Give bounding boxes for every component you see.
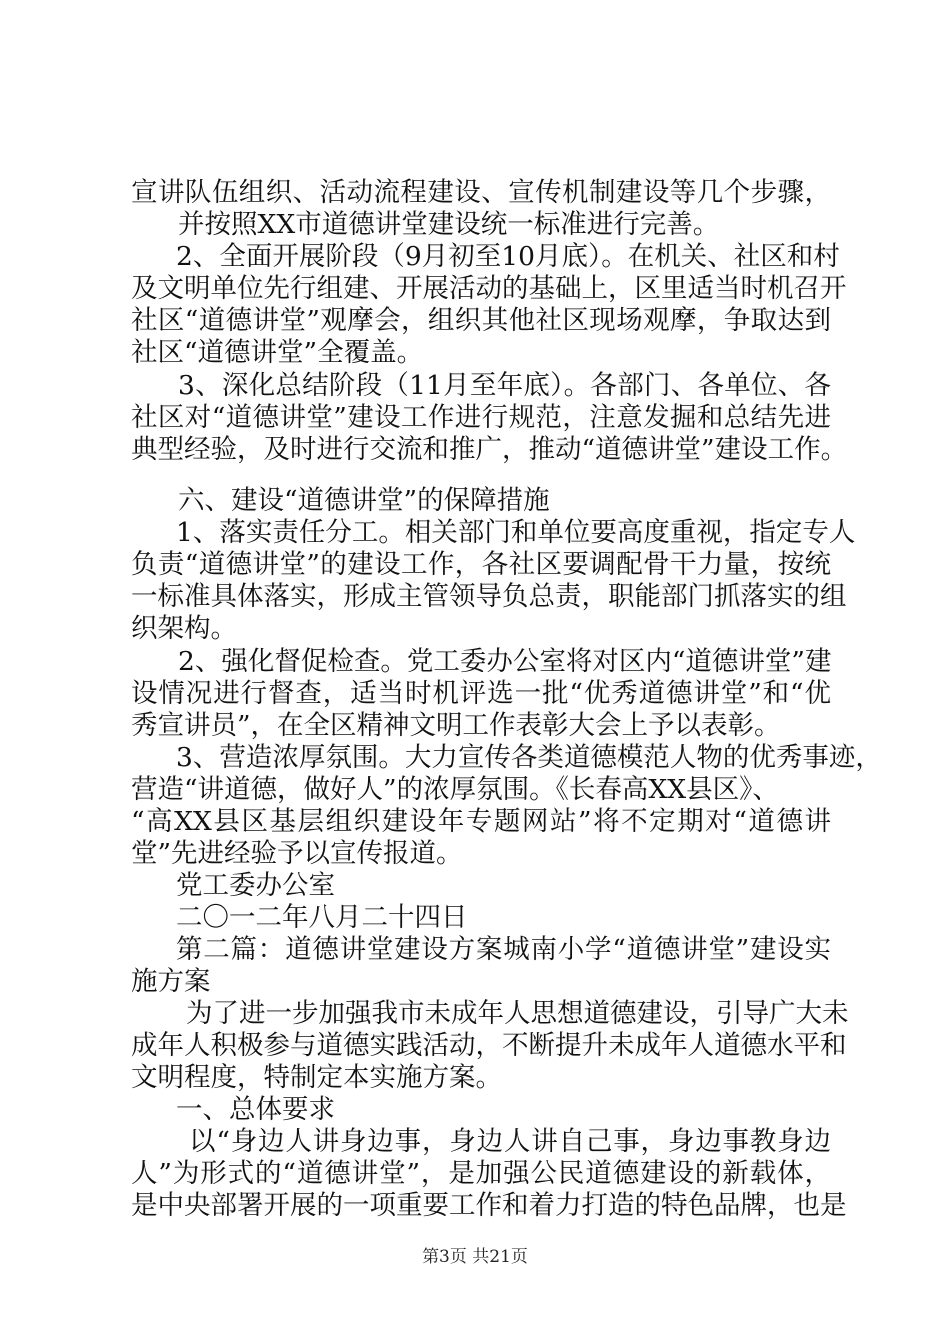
body-line: 文明程度，特制定本实施方案。 [131,1062,502,1093]
body-line: 典型经验，及时进行交流和推广，推动“道德讲堂”建设工作。 [131,434,848,465]
body-line: 一标准具体落实，形成主管领导负总责，职能部门抓落实的组 [131,581,847,612]
page-number-footer: 第3页 共21页 [422,1247,528,1267]
body-line: 3、营造浓厚氛围。大力宣传各类道德模范人物的优秀事迹， [176,742,882,773]
body-line: 社区对“道德讲堂”建设工作进行规范，注意发掘和总结先进 [131,402,831,433]
section-heading: 一、总体要求 [176,1094,335,1125]
body-line: “高XX县区基层组织建设年专题网站”将不定期对“道德讲 [131,806,831,837]
body-line: 并按照XX市道德讲堂建设统一标准进行完善。 [178,209,720,240]
signature-office: 党工委办公室 [176,870,335,901]
body-line: 社区“道德讲堂”观摩会，组织其他社区现场观摩，争取达到 [131,305,831,336]
body-line: 人”为形式的“道德讲堂”，是加强公民道德建设的新载体， [131,1158,831,1189]
body-line: 成年人积极参与道德实践活动，不断提升未成年人道德水平和 [131,1030,847,1061]
section-heading: 六、建设“道德讲堂”的保障措施 [178,485,550,516]
body-line: 2、全面开展阶段（9月初至10月底）。在机关、社区和村 [176,241,840,272]
body-line: 3、深化总结阶段（11月至年底）。各部门、各单位、各 [178,370,831,401]
body-line: 1、落实责任分工。相关部门和单位要高度重视，指定专人 [176,517,856,548]
body-line: 社区“道德讲堂”全覆盖。 [131,337,424,368]
body-line: 是中央部署开展的一项重要工作和着力打造的特色品牌，也是 [131,1190,847,1221]
body-line: 2、强化督促检查。党工委办公室将对区内“道德讲堂”建 [178,646,832,677]
body-line: 以“身边人讲身边事，身边人讲自己事，身边事教身边 [189,1126,831,1157]
body-line: 秀宣讲员”，在全区精神文明工作表彰大会上予以表彰。 [131,710,781,741]
section-heading: 施方案 [131,966,211,997]
body-line: 堂”先进经验予以宣传报道。 [131,838,463,869]
body-line: 及文明单位先行组建、开展活动的基础上，区里适当时机召开 [131,273,847,304]
section-heading: 第二篇：道德讲堂建设方案城南小学“道德讲堂”建设实 [176,934,831,965]
body-line: 设情况进行督查，适当时机评选一批“优秀道德讲堂”和“优 [131,678,831,709]
body-line: 营造“讲道德，做好人”的浓厚氛围。《长春高XX县区》、 [131,774,779,805]
body-line: 宣讲队伍组织、活动流程建设、宣传机制建设等几个步骤， [131,177,831,208]
body-line: 负责“道德讲堂”的建设工作，各社区要调配骨干力量，按统 [131,549,831,580]
body-line: 织架构。 [131,613,237,644]
body-line: 为了进一步加强我市未成年人思想道德建设，引导广大未 [186,998,849,1029]
signature-date: 二〇一二年八月二十四日 [176,902,468,933]
